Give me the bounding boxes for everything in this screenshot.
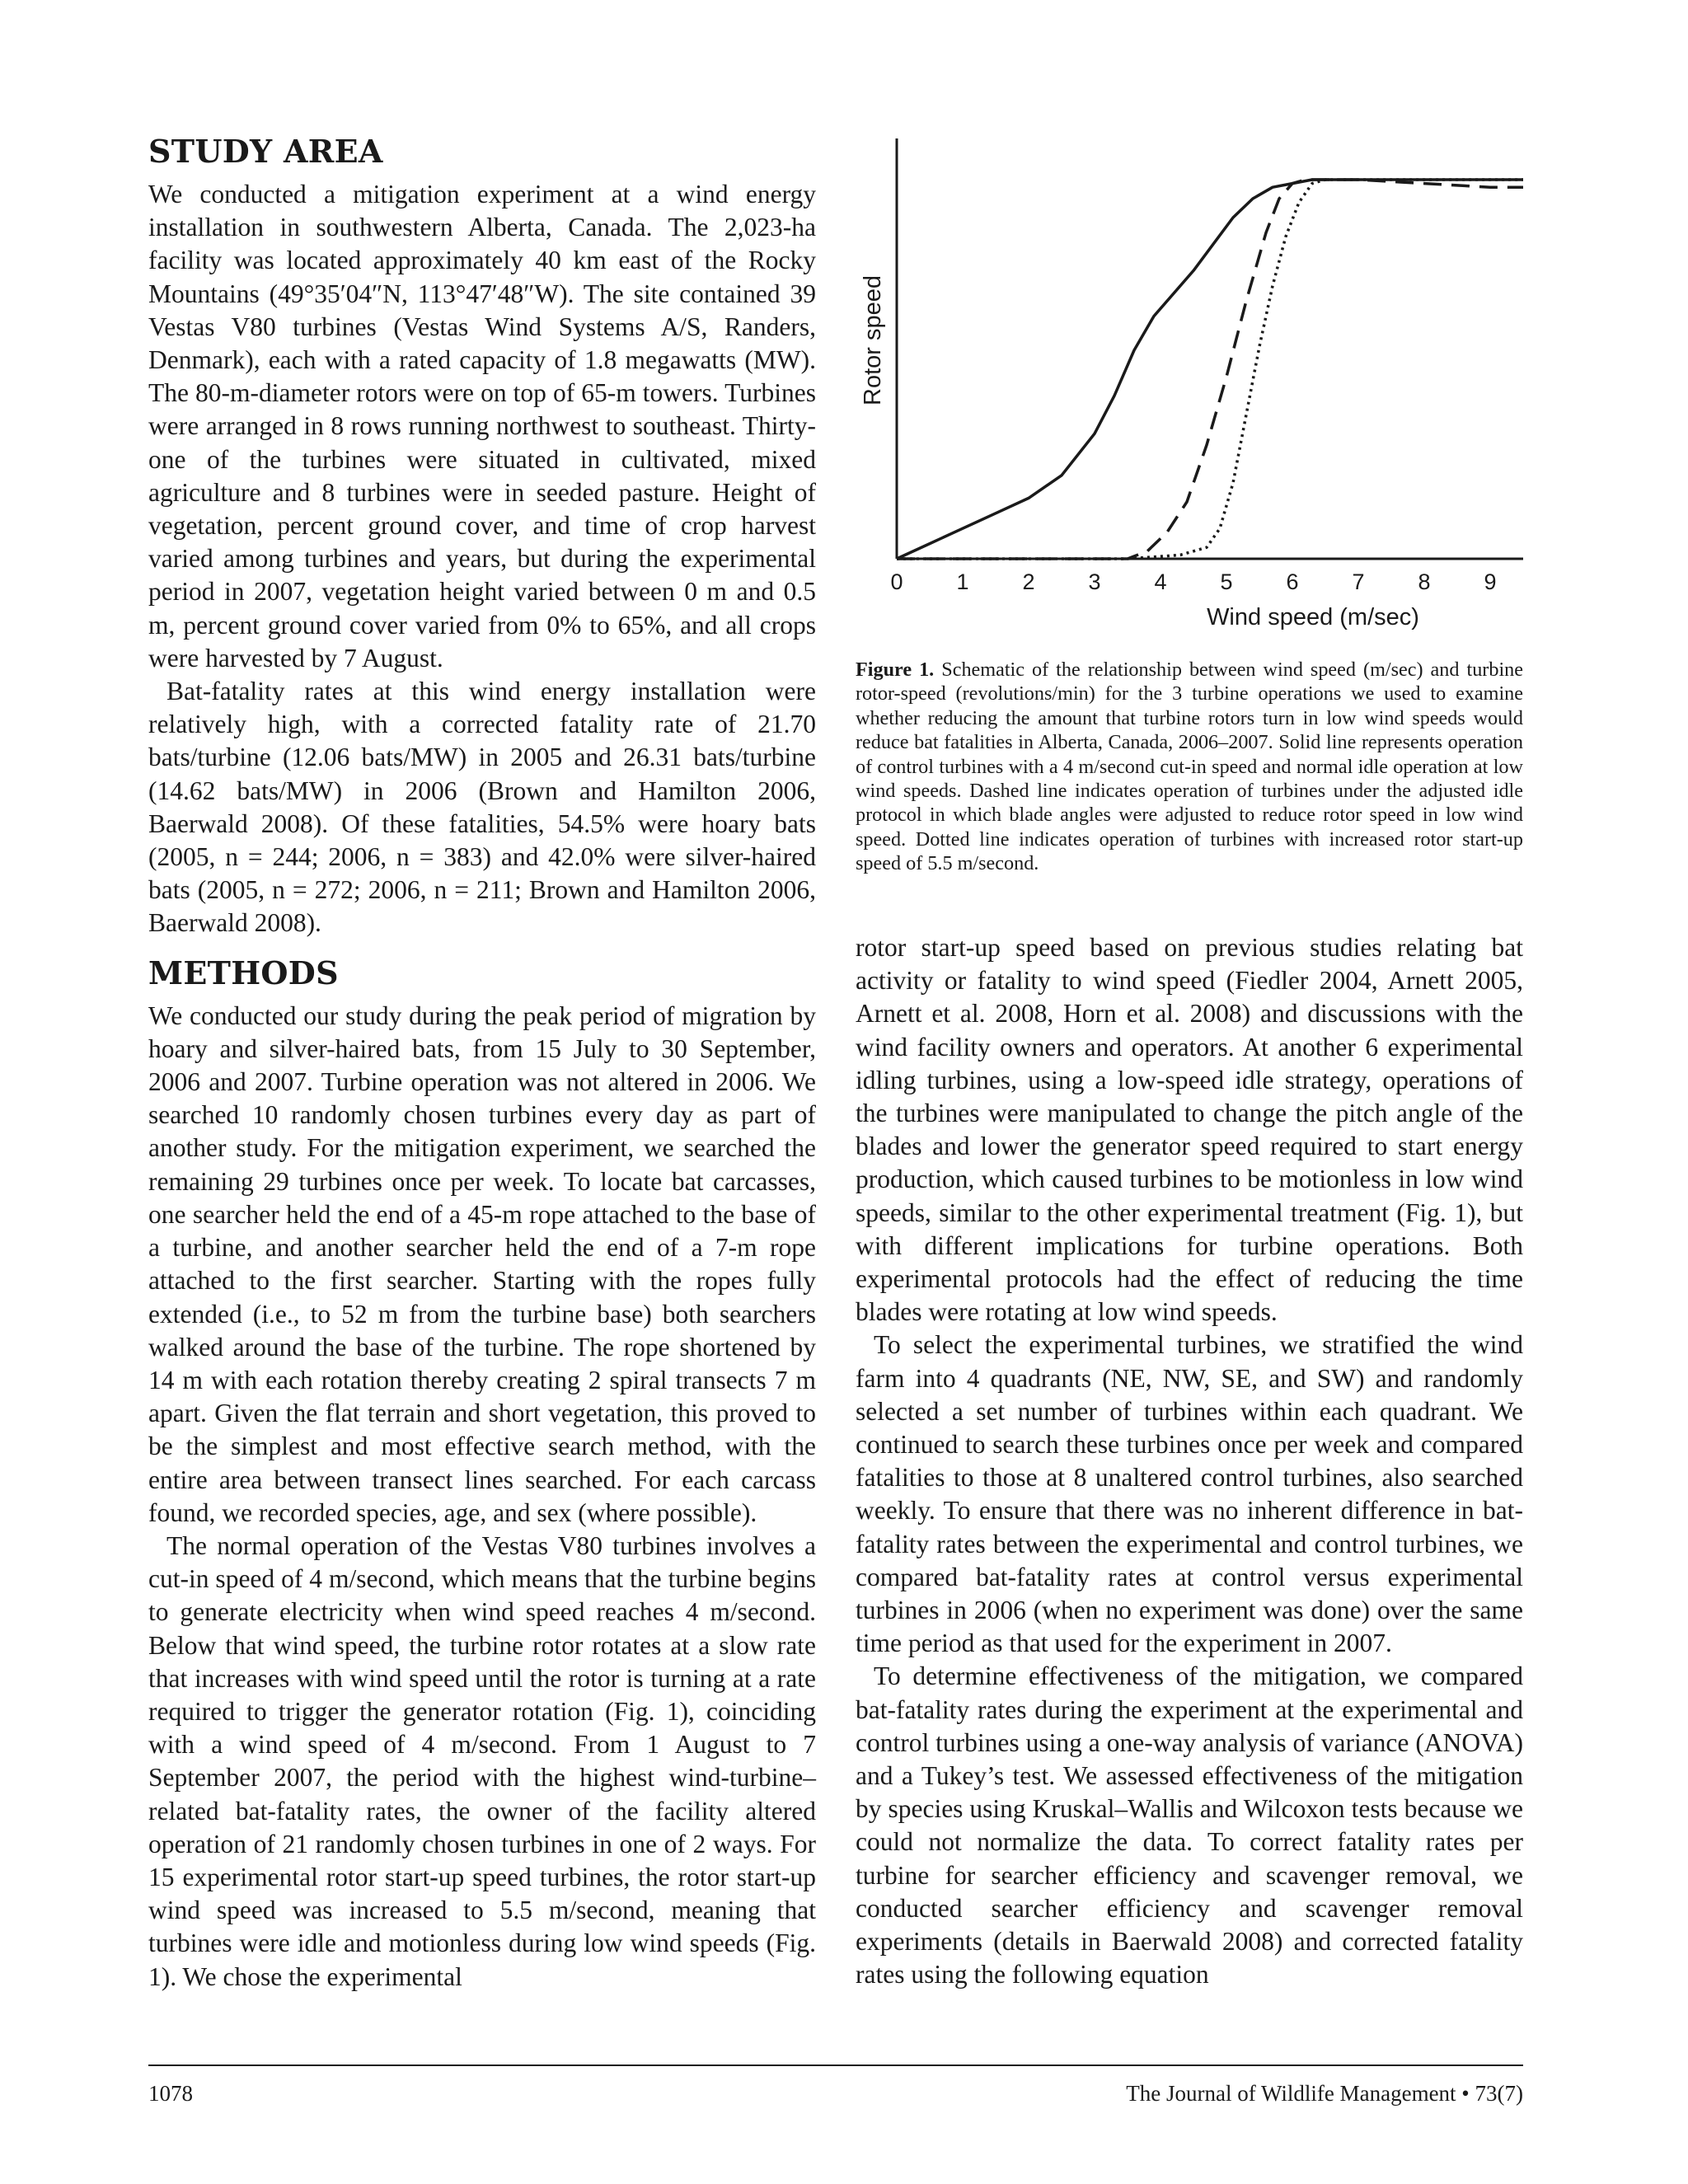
x-tick-label: 5 [1220, 569, 1233, 594]
x-tick-label: 4 [1154, 569, 1167, 594]
x-tick-label: 0 [890, 569, 903, 594]
right-paragraph-2: To select the experimental turbines, we stratified the wind farm into 4 quadrants (NE, NW, SE, and SW) and randomly selected a set number of turbines within each quadrant. We continued to search these turbines once per week and compared fatalities to those at 8 unaltered control turbines, also searched weekly. To ensure that there was no inherent difference in bat-fatality rates between the experimental and control turbines, we compared bat-fatality rates at control versus experimental turbines in 2006 (when no experiment was done) over the same time period as that used for the experiment in 2007. [856, 1330, 1523, 1658]
left-column [148, 130, 816, 1994]
x-tick-label: 7 [1352, 569, 1365, 594]
study-area-paragraph-2: Bat-fatality rates at this wind energy installation were relatively high, with a corrected fatality rate of 21.70 bats/turbine (12.06 bats/MW) in 2005 and 26.31 bats/turbine (14.62 bats/MW) in 2006 (Brown and Hamilton 2006, Baerwald 2008). Of these fatalities, 54.5% were hoary bats (2005, n = 244; 2006, n = 383) and 42.0% were silver-haired bats (2005, n = 272; 2006, n = 211; Brown and Hamilton 2006, Baerwald 2008). [148, 677, 816, 938]
methods-paragraph-1: We conducted our study during the peak period of migration by hoary and silver-haired bats, from 15 July to 30 September, 2006 and 2007. Turbine operation was not altered in 2006. We searched 10 randomly chosen turbines every day as part of another study. For the mitigation experiment, we searched the remaining 29 turbines once per week. To locate bat carcasses, one searcher held the end of a 45-m rope attached to the base of a turbine, and another searcher held the end of a 7-m rope attached to the first searcher. Starting with the ropes fully extended (i.e., to 52 m from the turbine base) both searchers walked around the base of the turbine. The rope shortened by 14 m with each rotation thereby creating 2 spiral transects 7 m apart. Given the flat terrain and short vegetation, this proved to be the simplest and most effective search method, with the entire area between transect lines searched. For each carcass found, we recorded species, age, and sex (where possible). [148, 1001, 816, 1527]
series-lines [897, 180, 1523, 559]
x-tick-label: 1 [956, 569, 969, 594]
x-tick-label: 6 [1286, 569, 1299, 594]
study-area-paragraph-1: We conducted a mitigation experiment at a wind energy installation in southwestern Alberta, Canada. The 2,023-ha facility was located approximately 40 km east of the Rocky Mountains (49°35′04″N, 113°47′48″W). The site contained 39 Vestas V80 turbines (Vestas Wind Systems A/S, Randers, Denmark), each with a rated capacity of 1.8 megawatts (MW). The 80-m-diameter rotors were on top of 65-m towers. Turbines were arranged in 8 rows running northwest to southeast. Thirty-one of the turbines were situated in cultivated, mixed agriculture and 8 turbines were in seeded pasture. Height of vegetation, percent ground cover, and time of crop harvest varied among turbines and years, but during the experimental period in 2007, vegetation height varied between 0 m and 0.5 m, percent ground cover varied from 0% to 65%, and all crops were harvested by 7 August. [148, 180, 816, 673]
figure-1 [856, 130, 1523, 641]
x-tick-labels [890, 569, 1496, 594]
y-axis-label: Rotor speed [860, 275, 886, 405]
x-tick-label: 2 [1022, 569, 1035, 594]
figure-caption-text: Schematic of the relationship between wind speed (m/sec) and turbine rotor-speed (revolutions/min) for the 3 turbine operations we used to examine whether reducing the amount that turbine rotors turn in low wind speeds would reduce bat fatalities in Alberta, Canada, 2006–2007. Solid line represents operation of control turbines with a 4 m/second cut-in speed and normal idle operation at low wind speeds. Dashed line indicates operation of turbines under the adjusted idle protocol in which blade angles were adjusted to reduce rotor speed in low wind speed. Dotted line indicates operation of turbines with increased rotor start-up speed of 5.5 m/second. [856, 658, 1524, 875]
x-tick-label: 3 [1088, 569, 1101, 594]
study-area-heading: STUDY AREA [148, 133, 383, 170]
figure-caption [856, 658, 1523, 876]
methods-heading: METHODS [148, 954, 339, 991]
x-tick-label: 8 [1418, 569, 1431, 594]
series-line-solid [897, 180, 1523, 559]
right-paragraph-1: rotor start-up speed based on previous studies relating bat activity or fatality to wind speed (Fiedler 2004, Arnett 2005, Arnett et al. 2008, Horn et al. 2008) and discussions with the wind facility owners and operators. At another 6 experimental idling turbines, using a low-speed idle strategy, operations of the turbines were manipulated to change the pitch angle of the blades and lower the generator speed required to start energy production, which caused turbines to be motionless in low wind speeds, similar to the other experimental treatment (Fig. 1), but with different implications for turbine operations. Both experimental protocols had the effect of reducing the time blades were rotating at low wind speeds. [856, 933, 1523, 1327]
figure-caption-label: Figure 1. [856, 658, 935, 681]
journal-citation: The Journal of Wildlife Management • 73(7) [1126, 2081, 1523, 2106]
footer-rule [148, 2064, 1523, 2066]
series-line-dotted [897, 180, 1523, 559]
right-paragraph-3: To determine effectiveness of the mitigation, we compared bat-fatality rates during the experiment at the experimental and control turbines using a one-way analysis of variance (ANOVA) and a Tukey’s test. We assessed effectiveness of the mitigation by species using Kruskal–Wallis and Wilcoxon tests because we could not normalize the data. To correct fatality rates per turbine for searcher efficiency and scavenger removal, we conducted searcher efficiency and scavenger removal experiments (details in Baerwald 2008) and corrected fatality rates using the following equation [856, 1661, 1523, 1990]
series-line-dashed [897, 180, 1523, 559]
x-axis-label: Wind speed (m/sec) [1207, 604, 1419, 630]
x-tick-label: 9 [1484, 569, 1497, 594]
page-number: 1078 [148, 2081, 193, 2106]
methods-paragraph-2: The normal operation of the Vestas V80 turbines involves a cut-in speed of 4 m/second, which means that the turbine begins to generate electricity when wind speed reaches 4 m/second. Below that wind speed, the turbine rotor rotates at a slow rate that increases with wind speed until the rotor is turning at a rate required to trigger the generator rotation (Fig. 1), coinciding with a wind speed of 4 m/second. From 1 August to 7 September 2007, the period with the highest wind-turbine–related bat-fatality rates, the owner of the facility altered operation of 21 randomly chosen turbines in one of 2 ways. For 15 experimental rotor start-up speed turbines, the rotor start-up wind speed was increased to 5.5 m/second, meaning that turbines were idle and motionless during low wind speeds (Fig. 1). We chose the experimental [148, 1530, 816, 1991]
rotor-speed-chart [856, 130, 1523, 641]
right-column [856, 931, 1523, 1992]
